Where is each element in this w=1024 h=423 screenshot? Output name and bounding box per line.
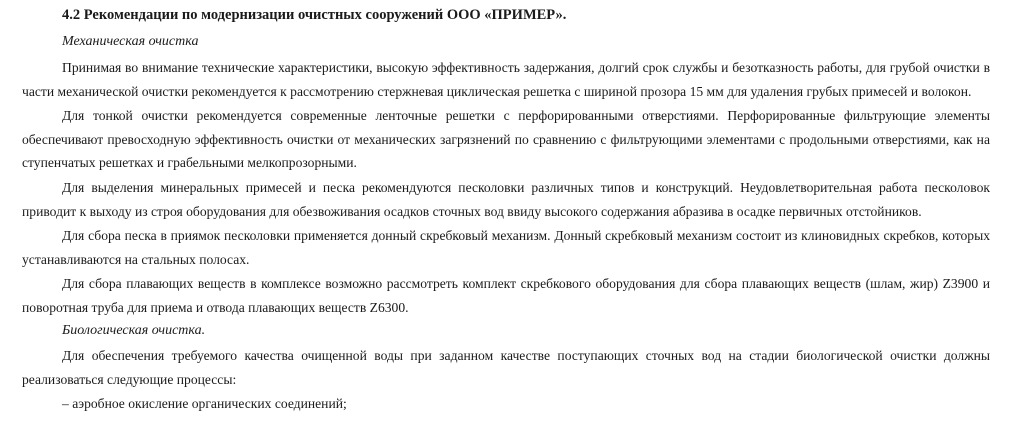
section-heading: 4.2 Рекомендации по модернизации очистных сооружений ООО «ПРИМЕР». bbox=[62, 7, 567, 23]
paragraph-coarse-screening: Принимая во внимание технические характеристики, высокую эффективность задержания, долгий срок службы и безотказность работы, для грубой очистки в части механической очистки рекомендуется к рассмотрению стержневая циклическая решетка с шириной прозора 15 мм для удаления грубых примесей и волокон. bbox=[22, 60, 990, 99]
subheading-mechanical: Механическая очистка bbox=[62, 34, 199, 49]
paragraph-floating-substances: Для сбора плавающих веществ в комплексе возможно рассмотреть комплект скребкового оборудования для сбора плавающих веществ (шлам, жир) Z3900 и поворотная труба для приема и отвода плавающих веществ Z6300. bbox=[22, 276, 990, 315]
paragraph-biological-processes: Для обеспечения требуемого качества очищенной воды при заданном качестве поступающих сточных вод на стадии биологической очистки должны реализоваться следующие процессы: bbox=[22, 348, 990, 387]
paragraph-scraper-mechanism: Для сбора песка в приямок песколовки применяется донный скребковый механизм. Донный скребковый механизм состоит из клиновидных скребков, которых устанавливаются на стальных полосах. bbox=[22, 228, 990, 267]
subheading-biological: Биологическая очистка. bbox=[62, 323, 206, 338]
paragraph-sand-traps: Для выделения минеральных примесей и песка рекомендуются песколовки различных типов и конструкций. Неудовлетворительная работа песколовок приводит к выходу из строя оборудования для обезвоживания осадков сточных вод ввиду высокого содержания абразива в осадке первичных отстойников. bbox=[22, 180, 990, 219]
list-item-aerobic-oxidation: – аэробное окисление органических соединений; bbox=[62, 396, 347, 411]
paragraph-fine-screening: Для тонкой очистки рекомендуется современные ленточные решетки с перфорированными отверстиями. Перфорированные фильтрующие элементы обеспечивают превосходную эффективность очистки от механических загрязнений по сравнению с фильтрующими элементами с продольными отверстиями, как на ступенчатых решетках и грабельными мелкопрозорными. bbox=[22, 108, 990, 170]
